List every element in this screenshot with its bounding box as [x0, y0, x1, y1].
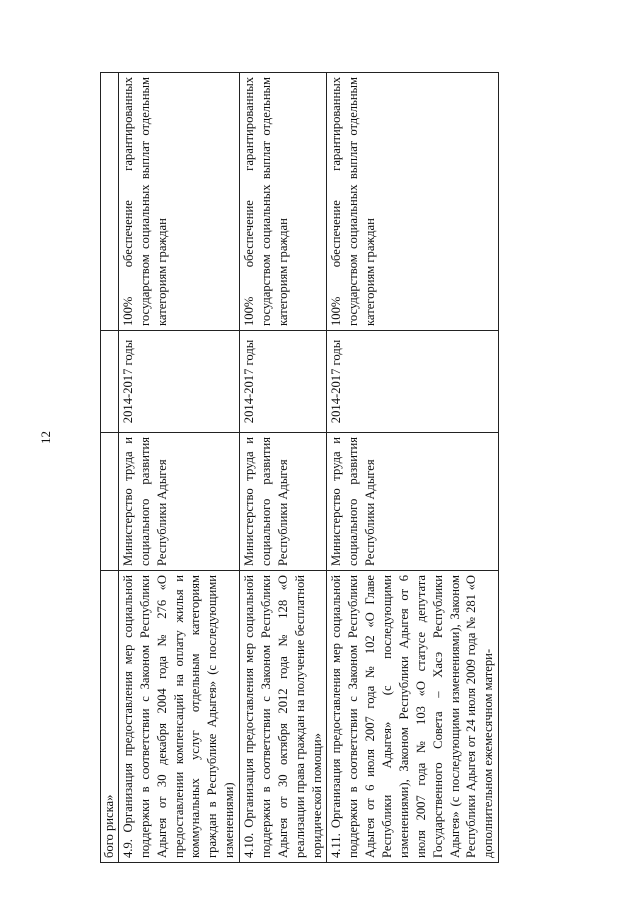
expected-result: 100% обеспечение гарантированных государством социальных выплат отдельным категориям граждан — [240, 73, 327, 331]
implementation-period: 2014-2017 годы — [327, 331, 499, 433]
measure-description: 4.10. Организация предоставления мер социальной поддержки в соответствии с Законом Республики Адыгея от 30 октября 2012 года № 128 «О реализации права граждан на получение бесплатной юридической помощи» — [240, 571, 327, 863]
implementation-period: 2014-2017 годы — [240, 331, 327, 433]
measures-table — [100, 72, 499, 863]
table-row — [118, 73, 239, 863]
responsible-executor: Министерство труда и социального развития Республики Адыгея — [240, 433, 327, 571]
expected-result: 100% обеспечение гарантированных государством социальных выплат отдельным категориям граждан — [327, 73, 499, 331]
table-row — [240, 73, 327, 863]
responsible-executor: Министерство труда и социального развития Республики Адыгея — [118, 433, 239, 571]
table-row-continuation — [101, 73, 119, 863]
expected-result: 100% обеспечение гарантированных государством социальных выплат отдельным категориям граждан — [118, 73, 239, 331]
page-number: 12 — [38, 431, 53, 444]
table-row — [327, 73, 499, 863]
measure-description: 4.9. Организация предоставления мер социальной поддержки в соответствии с Законом Республики Адыгея от 30 декабря 2004 года № 276 «О предоставлении компенсаций на оплату жилья и коммунальных услуг отдельным категориям граждан в Республике Адыгея» (с последующими изменениями) — [118, 571, 239, 863]
measure-description: 4.11. Организация предоставления мер социальной поддержки в соответствии с Законом Республики Адыгея от 6 июля 2007 года № 102 «О Главе Республики Адыгея» (с последующими изменениями), Законом Республики Адыгея от 6 июля 2007 года № 103 «О статусе депутата Государственного Совета – Хасэ Республики Адыгея» (с последующими изменениями), Законом Республики Адыгея от 24 июля 2009 года № 281 «О дополнительном ежемесячном матери- — [327, 571, 499, 863]
responsible-executor: Министерство труда и социального развития Республики Адыгея — [327, 433, 499, 571]
continuation-text: бого риска» — [101, 571, 119, 863]
rotated-page-content — [100, 73, 530, 863]
implementation-period: 2014-2017 годы — [118, 331, 239, 433]
